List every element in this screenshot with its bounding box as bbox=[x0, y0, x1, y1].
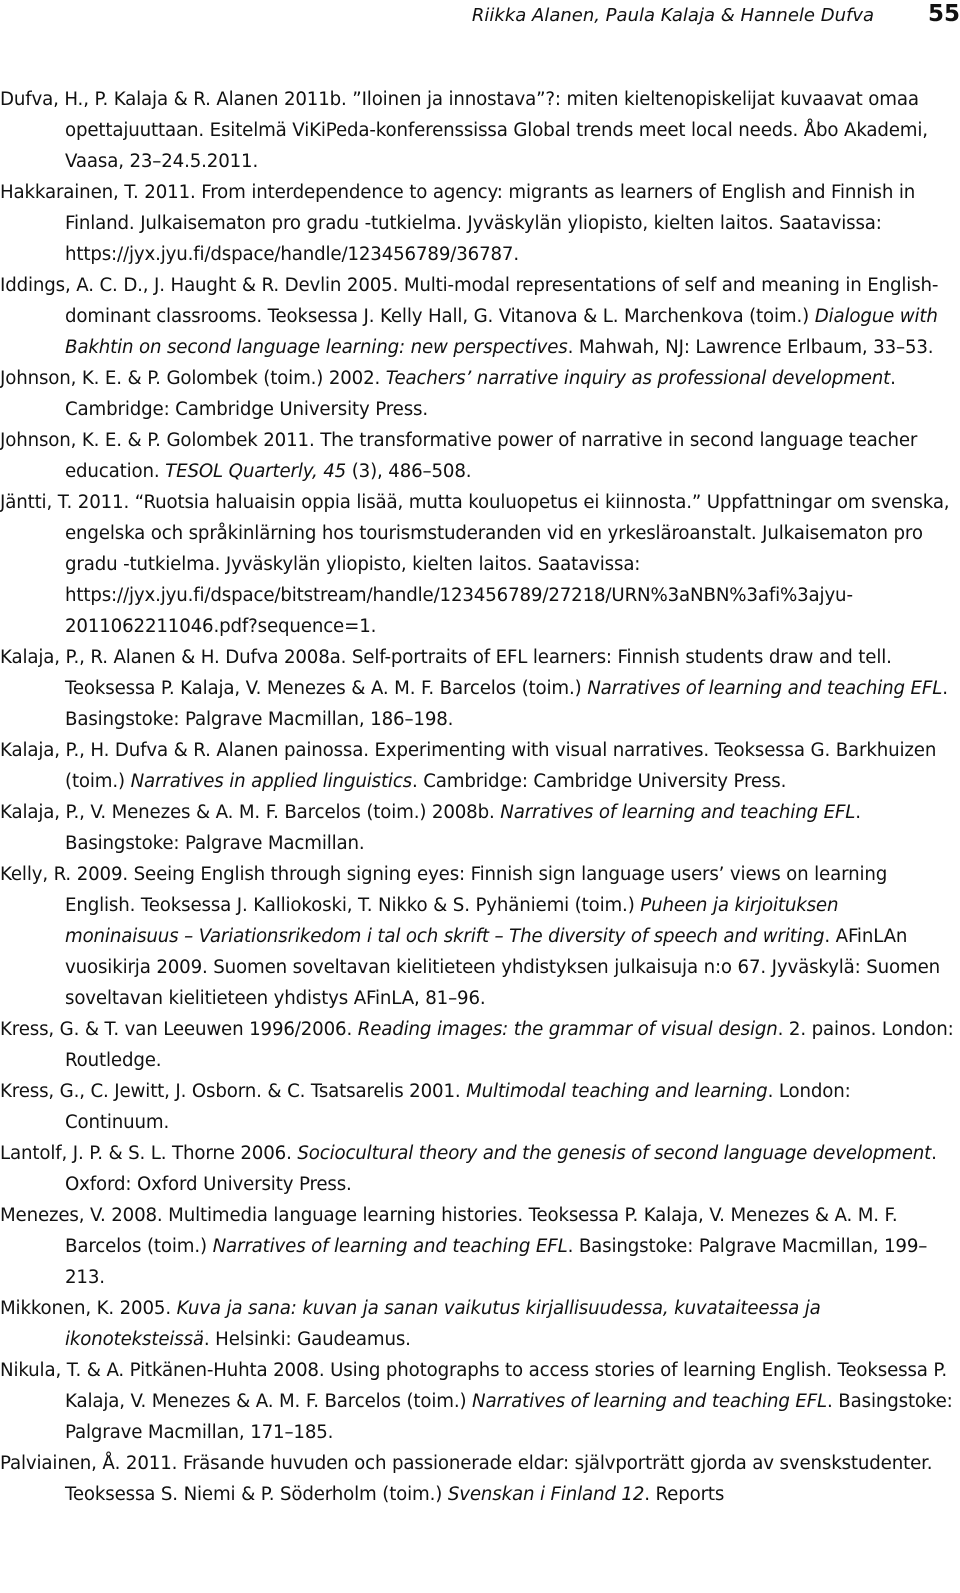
reference-text: . Basingstoke: Palgrave Macmillan, 186–198. bbox=[65, 678, 948, 730]
reference-text: Hakkarainen, T. 2011. From interdependence to agency: migrants as learners of English and Finnish in Finland. Julkaisematon pro gradu -tutkielma. Jyväskylän yliopisto, kielten laitos. Saatavissa: https://jyx.jyu.fi/dspace/handle/123456789/36787. bbox=[0, 182, 916, 265]
reference-text: . Oxford: Oxford University Press. bbox=[65, 1143, 937, 1195]
reference-title-italic: Svenskan i Finland 12 bbox=[447, 1484, 645, 1505]
reference-text: . 2. painos. London: Routledge. bbox=[65, 1019, 954, 1071]
reference-entry bbox=[0, 487, 955, 642]
reference-text: Johnson, K. E. & P. Golombek 2011. The transformative power of narrative in second language teacher education. bbox=[0, 430, 918, 482]
reference-text: Kress, G. & T. van Leeuwen 1996/2006. bbox=[0, 1019, 358, 1040]
reference-title-italic: Multimodal teaching and learning bbox=[466, 1081, 768, 1102]
reference-entry bbox=[0, 84, 955, 177]
reference-text: . Basingstoke: Palgrave Macmillan, 199–213. bbox=[65, 1236, 928, 1288]
reference-text: Lantolf, J. P. & S. L. Thorne 2006. bbox=[0, 1143, 298, 1164]
reference-text: Mikkonen, K. 2005. bbox=[0, 1298, 177, 1319]
reference-entry bbox=[0, 859, 955, 1014]
reference-text: (3), 486–508. bbox=[346, 461, 472, 482]
reference-text: . Basingstoke: Palgrave Macmillan. bbox=[65, 802, 861, 854]
reference-entry bbox=[0, 642, 955, 735]
reference-text: . Basingstoke: Palgrave Macmillan, 171–185. bbox=[65, 1391, 953, 1443]
reference-title-italic: Reading images: the grammar of visual design bbox=[357, 1019, 778, 1040]
reference-title-italic: Narratives of learning and teaching EFL bbox=[587, 678, 943, 699]
reference-entry bbox=[0, 1200, 955, 1293]
reference-text: . Reports bbox=[644, 1484, 725, 1505]
reference-title-italic: Narratives of learning and teaching EFL bbox=[212, 1236, 568, 1257]
reference-title-italic: Dialogue with Bakhtin on second language learning: new perspectives bbox=[65, 306, 938, 358]
reference-text: Kalaja, P., V. Menezes & A. M. F. Barcelos (toim.) 2008b. bbox=[0, 802, 501, 823]
reference-text: Jäntti, T. 2011. “Ruotsia haluaisin oppia lisää, mutta kouluopetus ei kiinnosta.” Uppfattningar om svenska, engelska och språkinlärning hos tourismstuderanden vid en yrkesläroanstalt. Julkaisematon pro gradu -tutkielma. Jyväskylän yliopisto, kielten laitos. Saatavissa: https://jyx.jyu.fi/dspace/bitstream/handle/123456789/27218/URN%3aNBN%3afi%3ajyu-2011062211046.pdf?sequence=1. bbox=[0, 492, 950, 637]
reference-title-italic: Narratives of learning and teaching EFL bbox=[472, 1391, 828, 1412]
reference-entry bbox=[0, 797, 955, 859]
reference-entry bbox=[0, 270, 955, 363]
reference-entry bbox=[0, 1355, 955, 1448]
reference-text: . Cambridge: Cambridge University Press. bbox=[412, 771, 787, 792]
reference-entry bbox=[0, 1014, 955, 1076]
reference-title-italic: Narratives in applied linguistics bbox=[130, 771, 412, 792]
reference-text: Palviainen, Å. 2011. Fräsande huvuden och passionerade eldar: självporträtt gjorda av svenskstudenter. Teoksessa S. Niemi & P. Söderholm (toim.) bbox=[0, 1453, 933, 1505]
reference-text: Kalaja, P., R. Alanen & H. Dufva 2008a. Self-portraits of EFL learners: Finnish students draw and tell. Teoksessa P. Kalaja, V. Menezes & A. M. F. Barcelos (toim.) bbox=[0, 647, 892, 699]
reference-entry bbox=[0, 1293, 955, 1355]
reference-text: . London: Continuum. bbox=[65, 1081, 851, 1133]
reference-text: Dufva, H., P. Kalaja & R. Alanen 2011b. ”Iloinen ja innostava”?: miten kieltenopiskelijat kuvaavat omaa opettajuuttaan. Esitelmä ViKiPeda-konferenssissa Global trends meet local needs. Åbo Akademi, Vaasa, 23–24.5.2011. bbox=[0, 89, 928, 172]
reference-text: . Cambridge: Cambridge University Press. bbox=[65, 368, 896, 420]
reference-text: Kalaja, P., H. Dufva & R. Alanen painossa. Experimenting with visual narratives. Teoksessa G. Barkhuizen (toim.) bbox=[0, 740, 937, 792]
reference-entry bbox=[0, 1076, 955, 1138]
reference-title-italic: Kuva ja sana: kuvan ja sanan vaikutus kirjallisuudessa, kuvataiteessa ja ikonoteksteissä bbox=[65, 1298, 821, 1350]
reference-entry bbox=[0, 735, 955, 797]
reference-title-italic: Narratives of learning and teaching EFL bbox=[500, 802, 856, 823]
header-authors: Riikka Alanen, Paula Kalaja & Hannele Dufva bbox=[471, 5, 874, 26]
reference-title-italic: TESOL Quarterly, 45 bbox=[165, 461, 347, 482]
running-header bbox=[0, 0, 960, 40]
reference-title-italic: Puheen ja kirjoituksen moninaisuus – Variationsrikedom i tal och skrift – The diversity of speech and writing bbox=[65, 895, 839, 947]
page-number: 55 bbox=[927, 1, 960, 27]
reference-text: Nikula, T. & A. Pitkänen-Huhta 2008. Using photographs to access stories of learning English. Teoksessa P. Kalaja, V. Menezes & A. M. F. Barcelos (toim.) bbox=[0, 1360, 948, 1412]
reference-entry bbox=[0, 177, 955, 270]
reference-text: Iddings, A. C. D., J. Haught & R. Devlin 2005. Multi-modal representations of self and meaning in English-dominant classrooms. Teoksessa J. Kelly Hall, G. Vitanova & L. Marchenkova (toim.) bbox=[0, 275, 939, 327]
reference-text: Kelly, R. 2009. Seeing English through signing eyes: Finnish sign language users’ views on learning English. Teoksessa J. Kalliokoski, T. Nikko & S. Pyhäniemi (toim.) bbox=[0, 864, 888, 916]
reference-text: . Mahwah, NJ: Lawrence Erlbaum, 33–53. bbox=[567, 337, 934, 358]
reference-text: . AFinLAn vuosikirja 2009. Suomen soveltavan kielitieteen yhdistyksen julkaisuja n:o 67. Jyväskylä: Suomen soveltavan kielitieteen yhdistys AFinLA, 81–96. bbox=[65, 926, 940, 1009]
reference-entry bbox=[0, 1138, 955, 1200]
reference-text: Johnson, K. E. & P. Golombek (toim.) 2002. bbox=[0, 368, 386, 389]
reference-title-italic: Teachers’ narrative inquiry as professional development bbox=[385, 368, 891, 389]
reference-list bbox=[0, 84, 955, 1510]
reference-title-italic: Sociocultural theory and the genesis of second language development bbox=[297, 1143, 932, 1164]
reference-entry bbox=[0, 425, 955, 487]
reference-entry bbox=[0, 1448, 955, 1510]
reference-text: . Helsinki: Gaudeamus. bbox=[203, 1329, 411, 1350]
reference-text: Menezes, V. 2008. Multimedia language learning histories. Teoksessa P. Kalaja, V. Menezes & A. M. F. Barcelos (toim.) bbox=[0, 1205, 898, 1257]
reference-entry bbox=[0, 363, 955, 425]
reference-text: Kress, G., C. Jewitt, J. Osborn. & C. Tsatsarelis 2001. bbox=[0, 1081, 467, 1102]
